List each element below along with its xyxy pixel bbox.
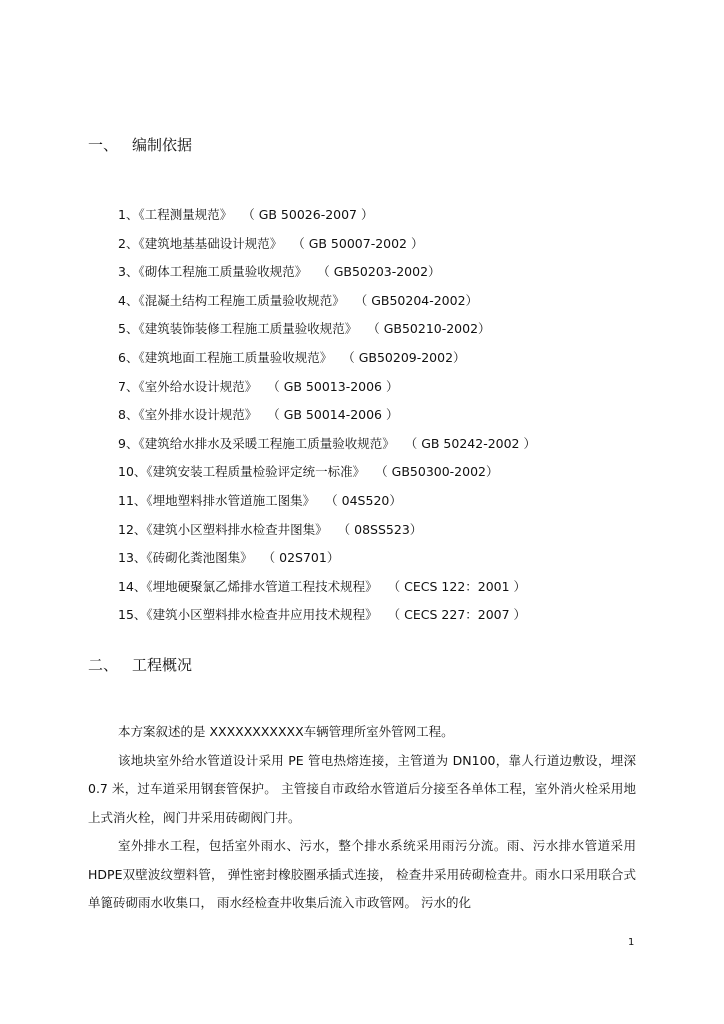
reference-name: 14、《埋地硬聚氯乙烯排水管道工程技术规程》: [118, 578, 378, 594]
reference-code: （ GB 50007-2002 ）: [292, 235, 424, 251]
section-heading-2: [88, 654, 192, 675]
section-number: 二、: [88, 656, 119, 674]
reference-code: （ GB50203-2002）: [317, 264, 441, 280]
project-overview-text: [88, 718, 636, 918]
list-item: [118, 234, 536, 263]
section-number: 一、: [88, 136, 119, 154]
reference-code: （ CECS 122：2001 ）: [387, 578, 527, 594]
reference-name: 6、《建筑地面工程施工质量验收规范》: [118, 349, 333, 365]
reference-name: 10、《建筑安装工程质量检验评定统一标准》: [118, 464, 366, 480]
reference-code: （ 08SS523）: [337, 521, 423, 537]
reference-name: 12、《建筑小区塑料排水检查井图集》: [118, 521, 328, 537]
reference-code: （ GB 50014-2006 ）: [267, 407, 399, 423]
list-item: [118, 577, 536, 606]
list-item: [118, 348, 536, 377]
reference-list: [118, 205, 536, 634]
reference-code: （ GB 50013-2006 ）: [267, 378, 399, 394]
list-item: [118, 548, 536, 577]
reference-name: 3、《砌体工程施工质量验收规范》: [118, 264, 308, 280]
reference-code: （ 04S520）: [325, 492, 402, 508]
list-item: [118, 205, 536, 234]
paragraph: 室外排水工程，包括室外雨水、污水，整个排水系统采用雨污分流。雨、污水排水管道采用 HDPE双壁波纹塑料管， 弹性密封橡胶圈承插式连接， 检查井采用砖砌检查井。雨水口采用联合式单篦砖砌雨水收集口， 雨水经检查井收集后流入市政管网。 污水的化: [88, 838, 636, 910]
paragraph: 该地块室外给水管道设计采用 PE 管电热熔连接，主管道为 DN100，靠人行道边敷设，埋深 0.7 米，过车道采用钢套管保护。 主管接自市政给水管道后分接至各单体工程，室外消火栓采用地上式消火栓，阀门井采用砖砌阀门井。: [88, 752, 636, 825]
reference-name: 8、《室外排水设计规范》: [118, 407, 258, 423]
reference-code: （ GB 50242-2002 ）: [404, 435, 536, 451]
list-item: [118, 605, 536, 634]
reference-code: （ CECS 227：2007 ）: [387, 607, 527, 623]
reference-name: 2、《建筑地基基础设计规范》: [118, 235, 283, 251]
reference-code: （ GB50204-2002）: [354, 292, 479, 308]
reference-name: 5、《建筑装饰装修工程施工质量验收规范》: [118, 321, 358, 337]
list-item: [118, 262, 536, 291]
section-title: 编制依据: [132, 136, 193, 154]
reference-name: 4、《混凝土结构工程施工质量验收规范》: [118, 292, 345, 308]
reference-code: （ GB50209-2002）: [342, 349, 466, 365]
reference-name: 1、《工程测量规范》: [118, 207, 233, 222]
list-item: [118, 405, 536, 434]
reference-code: （ GB50300-2002）: [375, 464, 499, 480]
list-item: [118, 520, 536, 549]
list-item: [118, 319, 536, 348]
list-item: [118, 434, 536, 463]
reference-name: 13、《砖砌化粪池图集》: [118, 550, 253, 566]
paragraph: 本方案叙述的是 XXXXXXXXXXX车辆管理所室外管网工程。: [118, 724, 454, 739]
page-number: 1: [628, 937, 635, 948]
list-item: [118, 291, 536, 320]
list-item: [118, 377, 536, 406]
reference-name: 7、《室外给水设计规范》: [118, 378, 258, 394]
section-title: 工程概况: [132, 656, 193, 674]
reference-code: （ GB 50026-2007 ）: [242, 207, 374, 222]
reference-code: （ 02S701）: [262, 550, 340, 566]
reference-name: 15、《建筑小区塑料排水检查井应用技术规程》: [118, 607, 378, 623]
reference-code: （ GB50210-2002）: [367, 321, 491, 337]
list-item: [118, 491, 536, 520]
reference-name: 11、《埋地塑料排水管道施工图集》: [118, 492, 316, 508]
list-item: [118, 462, 536, 491]
section-heading-1: [88, 134, 192, 155]
reference-name: 9、《建筑给水排水及采暖工程施工质量验收规范》: [118, 435, 395, 451]
